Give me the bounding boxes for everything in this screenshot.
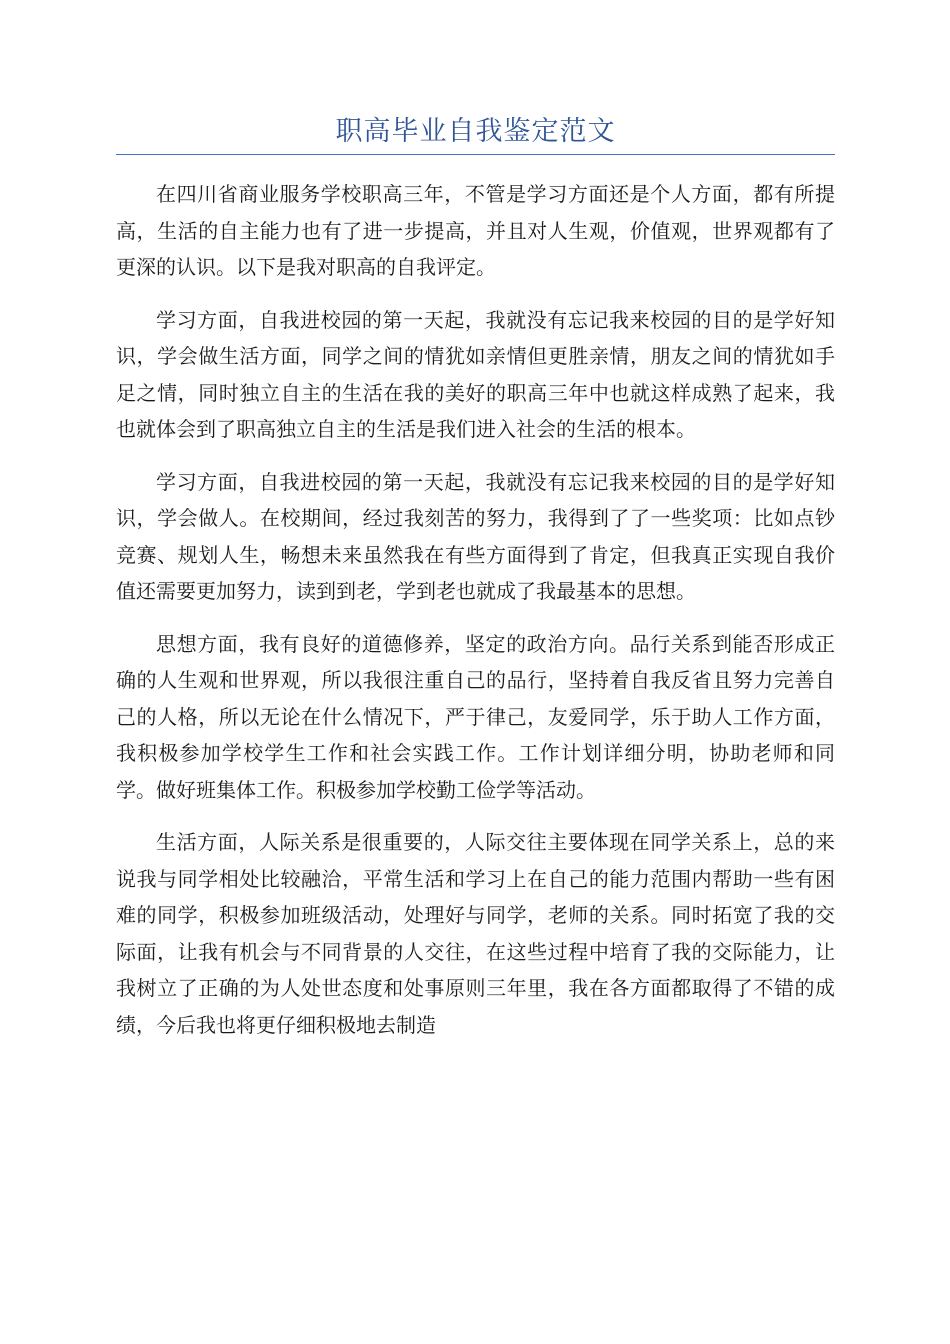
paragraph-intro: 在四川省商业服务学校职高三年，不管是学习方面还是个人方面，都有所提高，生活的自主能力也有了进一步提高，并且对人生观，价值观，世界观都有了更深的认识。以下是我对职高的自我评定。 <box>116 182 835 279</box>
document-title: 职高毕业自我鉴定范文 <box>335 116 616 147</box>
paragraph-thought: 思想方面，我有良好的道德修养，坚定的政治方向。品行关系到能否形成正确的人生观和世界观，所以我很注重自己的品行，坚持着自我反省且努力完善自己的人格，所以无论在什么情况下，严于律己，友爱同学，乐于助人工作方面，我积极参加学校学生工作和社会实践工作。工作计划详细分明，协助老师和同学。做好班集体工作。积极参加学校勤工俭学等活动。 <box>116 631 835 802</box>
title-underline <box>116 154 835 155</box>
paragraph-study-life: 学习方面，自我进校园的第一天起，我就没有忘记我来校园的目的是学好知识，学会做生活方面，同学之间的情犹如亲情但更胜亲情，朋友之间的情犹如手足之情，同时独立自主的生活在我的美好的职高三年中也就这样成熟了起来，我也就体会到了职高独立自主的生活是我们进入社会的生活的根本。 <box>116 307 835 441</box>
paragraph-life: 生活方面，人际关系是很重要的，人际交往主要体现在同学关系上，总的来说我与同学相处比较融洽，平常生活和学习上在自己的能力范围内帮助一些有困难的同学，积极参加班级活动，处理好与同学，老师的关系。同时拓宽了我的交际面，让我有机会与不同背景的人交往，在这些过程中培育了我的交际能力，让我树立了正确的为人处世态度和处事原则三年里，我在各方面都取得了不错的成绩，今后我也将更仔细积极地去制造 <box>116 830 835 1037</box>
paragraph-study: 学习方面，自我进校园的第一天起，我就没有忘记我来校园的目的是学好知识，学会做人。在校期间，经过我刻苦的努力，我得到了了一些奖项：比如点钞竞赛、规划人生，畅想未来虽然我在有些方面得到了肯定，但我真正实现自我价值还需要更加努力，读到到老，学到老也就成了我最基本的思想。 <box>116 469 835 603</box>
document-body <box>116 176 835 1059</box>
